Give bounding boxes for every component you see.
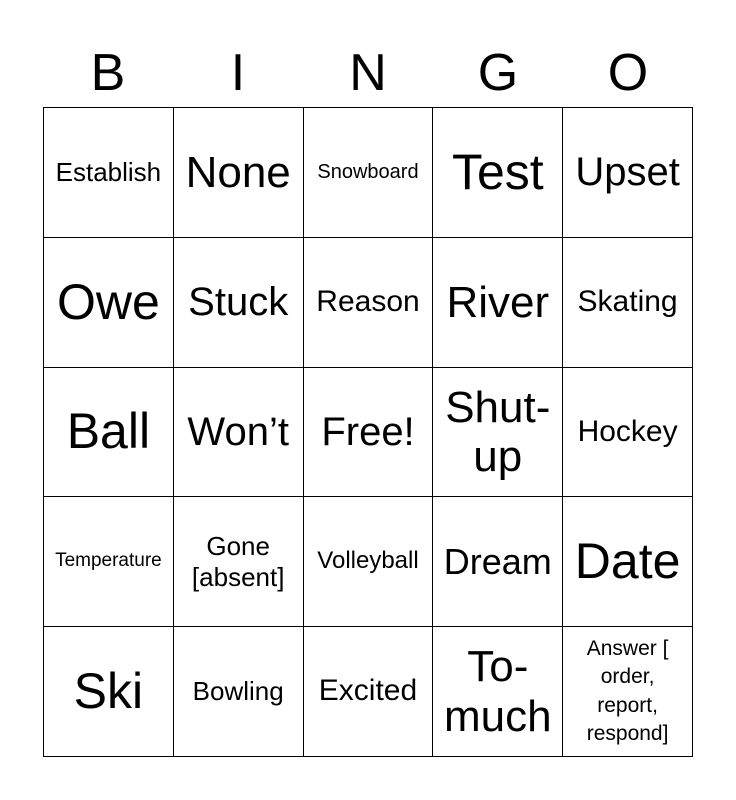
- cell-text: Gone [absent]: [191, 530, 285, 592]
- bingo-board: [43, 107, 693, 757]
- bingo-cell[interactable]: [174, 497, 304, 627]
- cell-text: Shut-up: [445, 382, 551, 481]
- bingo-cell[interactable]: [304, 108, 434, 238]
- bingo-cell[interactable]: [563, 497, 693, 627]
- bingo-cell[interactable]: [304, 238, 434, 368]
- cell-text: Reason: [316, 284, 420, 318]
- bingo-cell[interactable]: [563, 238, 693, 368]
- cell-text: None: [185, 147, 291, 197]
- header-letter-o: O: [607, 44, 649, 102]
- bingo-cell[interactable]: [44, 238, 174, 368]
- cell-text: Test: [451, 143, 544, 200]
- cell-text: Temperature: [55, 550, 162, 572]
- cell-text: Hockey: [577, 414, 678, 448]
- cell-text: Upset: [575, 150, 680, 194]
- cell-text: Ski: [73, 663, 144, 720]
- bingo-cell[interactable]: [174, 368, 304, 498]
- cell-text: Establish: [55, 156, 162, 187]
- bingo-cell[interactable]: [433, 368, 563, 498]
- bingo-cell[interactable]: [174, 238, 304, 368]
- cell-text: Volleyball: [317, 547, 419, 575]
- cell-text: Won’t: [187, 409, 289, 454]
- cell-text: To-much: [443, 642, 552, 741]
- cell-text: River: [446, 277, 550, 327]
- cell-text: Date: [574, 533, 681, 590]
- bingo-cell[interactable]: [433, 238, 563, 368]
- cell-text: Excited: [318, 674, 418, 708]
- bingo-cell[interactable]: [44, 368, 174, 498]
- bingo-cell[interactable]: [304, 497, 434, 627]
- bingo-cell[interactable]: [174, 627, 304, 757]
- bingo-cell[interactable]: [44, 627, 174, 757]
- bingo-header: [43, 40, 693, 106]
- cell-text: Ball: [66, 403, 151, 460]
- cell-text: Snowboard: [317, 161, 419, 184]
- header-letter-b: B: [90, 44, 126, 102]
- bingo-cell[interactable]: [563, 108, 693, 238]
- bingo-cell[interactable]: [433, 497, 563, 627]
- bingo-cell[interactable]: [174, 108, 304, 238]
- cell-text: Owe: [56, 273, 160, 330]
- cell-text: Bowling: [192, 676, 284, 706]
- header-letter-g: G: [477, 44, 519, 102]
- bingo-cell[interactable]: [563, 368, 693, 498]
- header-letter-n: N: [349, 44, 387, 102]
- bingo-cell[interactable]: [563, 627, 693, 757]
- bingo-cell[interactable]: [304, 368, 434, 498]
- cell-text: Free!: [321, 409, 415, 454]
- bingo-cell[interactable]: [433, 108, 563, 238]
- bingo-cell[interactable]: [304, 627, 434, 757]
- cell-text: Stuck: [188, 279, 289, 324]
- bingo-cell[interactable]: [433, 627, 563, 757]
- cell-text: Skating: [577, 284, 678, 318]
- bingo-cell[interactable]: [44, 497, 174, 627]
- header-letter-i: I: [230, 44, 246, 102]
- cell-text: Dream: [443, 540, 552, 582]
- bingo-cell[interactable]: [44, 108, 174, 238]
- cell-text: Answer [ order, report, respond]: [586, 636, 669, 746]
